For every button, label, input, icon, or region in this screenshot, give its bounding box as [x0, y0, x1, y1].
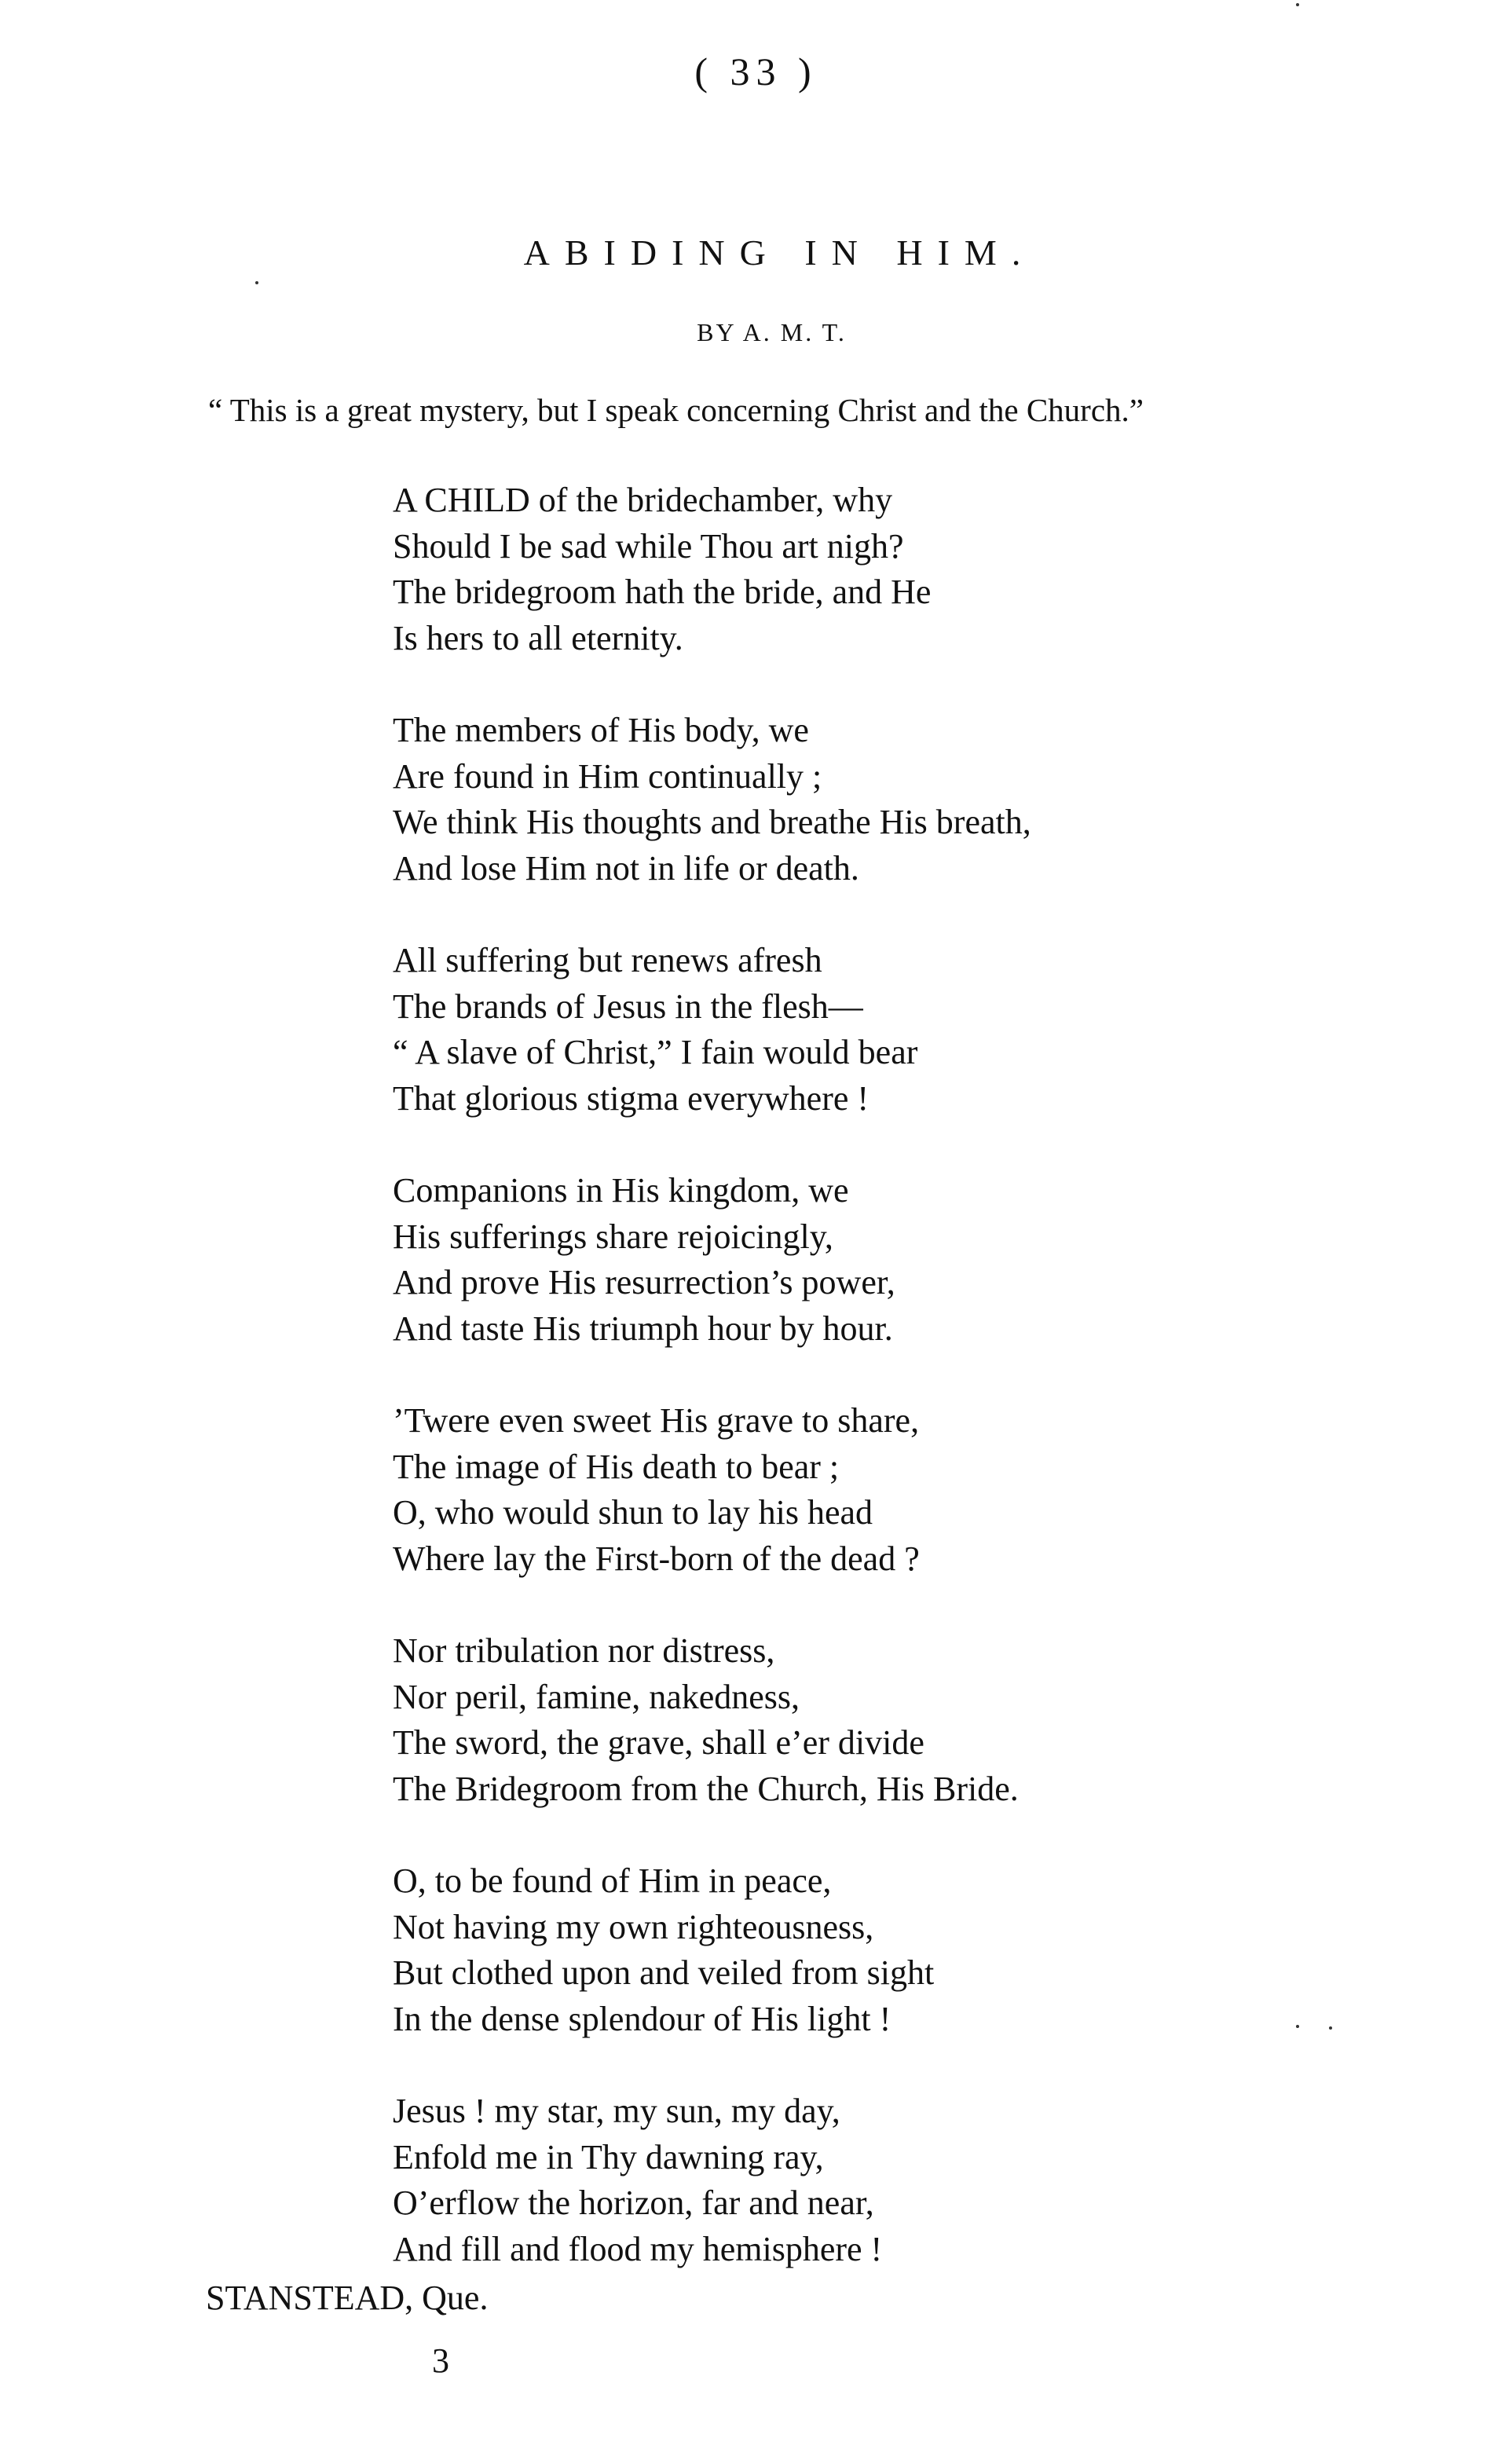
poem-line: ’Twere even sweet His grave to share,: [393, 1401, 920, 1440]
stanza: [393, 1168, 1335, 1352]
signature-mark: 3: [432, 2341, 449, 2380]
poem-line: A CHILD of the bridechamber, why: [393, 481, 893, 519]
poem-line: The bridegroom hath the bride, and He: [393, 573, 932, 611]
stanza: [393, 938, 1335, 1122]
poem-line: His sufferings share rejoicingly,: [393, 1217, 833, 1256]
stanza: [393, 478, 1335, 661]
poem-line: O, who would shun to lay his head: [393, 1493, 873, 1532]
stanza: [393, 1398, 1335, 1582]
byline: BY A. M. T.: [697, 318, 847, 346]
poem-line: Companions in His kingdom, we: [393, 1171, 849, 1210]
print-speck: [255, 281, 258, 284]
epigraph: “ This is a great mystery, but I speak concerning Christ and the Church.”: [208, 392, 1144, 428]
poem-line: Where lay the First-born of the dead ?: [393, 1539, 920, 1578]
poem-line: We think His thoughts and breathe His breath,: [393, 803, 1031, 841]
poem-line: All suffering but renews afresh: [393, 941, 822, 979]
poem-title: ABIDING IN HIM.: [523, 232, 1036, 273]
poem-line: Nor tribulation nor distress,: [393, 1631, 775, 1670]
poem-line: The brands of Jesus in the flesh—: [393, 987, 863, 1026]
poem-line: The members of His body, we: [393, 711, 809, 749]
poem-line: Enfold me in Thy dawning ray,: [393, 2137, 824, 2176]
poem-line: And taste His triumph hour by hour.: [393, 1309, 893, 1348]
poem-line: The sword, the grave, shall e’er divide: [393, 1723, 924, 1762]
poem-line: The image of His death to bear ;: [393, 1447, 840, 1486]
print-speck: [1296, 2025, 1299, 2028]
poem-line: And fill and flood my hemisphere !: [393, 2229, 883, 2268]
poem-line: And prove His resurrection’s power,: [393, 1263, 895, 1301]
stanza: [393, 1628, 1335, 1812]
poem-line: “ A slave of Christ,” I fain would bear: [393, 1033, 918, 1071]
print-speck: [1296, 3, 1299, 6]
poem-line: O’erflow the horizon, far and near,: [393, 2184, 874, 2222]
poem-line: O, to be found of Him in peace,: [393, 1861, 832, 1900]
poem-line: Are found in Him continually ;: [393, 756, 822, 796]
page-number: ( 33 ): [694, 49, 818, 93]
poem-line: Not having my own righteousness,: [393, 1907, 874, 1946]
poem-line: The Bridegroom from the Church, His Bride.: [393, 1769, 1019, 1808]
poem-line: That glorious stigma everywhere !: [393, 1078, 869, 1118]
poem-line: Nor peril, famine, nakedness,: [393, 1677, 800, 1716]
stanza: [393, 1858, 1335, 2042]
stanza: [393, 708, 1335, 891]
poem-line: In the dense splendour of His light !: [393, 1999, 891, 2038]
print-speck: [1329, 2026, 1332, 2030]
poem-line: But clothed upon and veiled from sight: [393, 1953, 935, 1992]
place-of-writing: STANSTEAD, Que.: [206, 2279, 489, 2317]
poem-line: Is hers to all eternity.: [393, 618, 683, 657]
stanza: [393, 2088, 1335, 2272]
poem-line: Jesus ! my star, my sun, my day,: [393, 2092, 840, 2130]
poem-line: And lose Him not in life or death.: [393, 848, 859, 888]
poem-body: [393, 478, 1335, 2319]
poem-line: Should I be sad while Thou art nigh?: [393, 526, 904, 566]
